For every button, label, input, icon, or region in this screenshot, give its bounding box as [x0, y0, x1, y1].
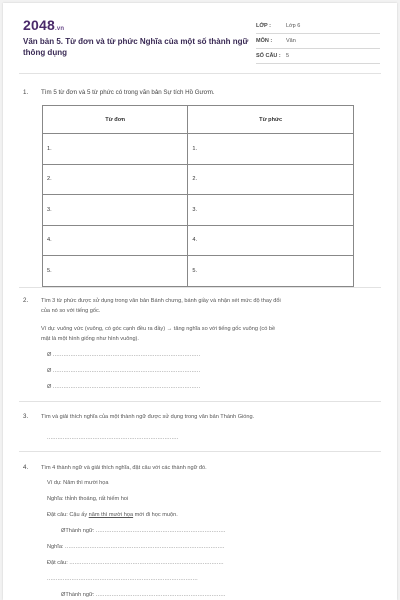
document-title: Văn bản 5. Từ đơn và từ phức Nghĩa của một số thành ngữ thông dụng	[23, 37, 249, 57]
example-text: mặt là một hình giống như hình vuông).	[41, 336, 139, 342]
answer-dots: ..........................................................................	[95, 592, 226, 598]
table-cell[interactable]: 3.	[43, 195, 188, 226]
bullet-icon: Ø	[47, 384, 52, 390]
answer-line-idiom[interactable]	[61, 591, 226, 599]
field-label: Nghĩa:	[47, 544, 66, 550]
question-text: của nó so với tiếng gốc.	[41, 308, 101, 314]
table-row	[43, 164, 354, 195]
question-3	[23, 413, 43, 421]
question-text: Tìm và giải thích nghĩa của một thành ngữ được sử dụng trong văn bản Thánh Gióng.	[41, 414, 255, 420]
answer-dots: ..........................................................................	[95, 528, 226, 534]
table-row	[43, 134, 354, 165]
table-cell[interactable]: 2.	[188, 164, 354, 195]
question-text: Tìm 4 thành ngữ và giải thích nghĩa, đặt câu với các thành ngữ đó.	[41, 465, 207, 471]
meta-row-class	[256, 19, 380, 34]
table-cell[interactable]: 4.	[43, 225, 188, 256]
answer-line[interactable]	[47, 383, 200, 391]
question-number: 4.	[23, 464, 29, 471]
answer-dots[interactable]: ...........................................................................	[47, 435, 179, 441]
meta-key: LỚP :	[256, 23, 271, 29]
divider	[19, 287, 381, 288]
sentence-idiom: năm thì mười họa	[88, 512, 134, 518]
bullet-icon: Ø	[47, 352, 52, 358]
example-text: Ví dụ: vuông vức (vuông, có góc cạnh đều ra đầy) → tăng nghĩa so với tiếng gốc vuông (có bề	[41, 326, 276, 332]
meta-key: MÔN :	[256, 38, 273, 44]
worksheet-page	[3, 3, 397, 600]
sentence-text: mới đi học muộn.	[133, 512, 178, 518]
answer-dots[interactable]: ......................................................................................	[47, 576, 198, 582]
example-sentence	[47, 511, 178, 519]
logo-tld: .vn	[54, 26, 65, 32]
answer-dots: ........................................................................................	[69, 560, 224, 566]
table-row	[43, 195, 354, 226]
field-label: Đặt câu:	[47, 560, 70, 566]
meta-key: SỐ CÂU :	[256, 53, 281, 59]
divider	[19, 73, 381, 74]
divider	[19, 401, 381, 402]
answer-line[interactable]	[47, 367, 200, 375]
sentence-text: Đặt câu: Cậu ấy	[47, 512, 89, 518]
answer-dots: ....................................................................................	[52, 368, 201, 374]
answer-line-idiom[interactable]	[61, 527, 226, 535]
table-cell[interactable]: 1.	[188, 134, 354, 165]
question-number: 1.	[23, 89, 29, 96]
site-logo[interactable]	[23, 17, 64, 33]
table-cell[interactable]: 1.	[43, 134, 188, 165]
table-cell[interactable]: 2.	[43, 164, 188, 195]
divider	[19, 451, 381, 452]
question-number: 3.	[23, 413, 29, 420]
meta-row-subject	[256, 34, 380, 49]
answer-line-sentence[interactable]	[47, 559, 224, 567]
table-cell[interactable]: 5.	[43, 256, 188, 287]
answer-line-meaning[interactable]	[47, 543, 225, 551]
meta-value: Lớp 6	[286, 23, 301, 29]
table-row	[43, 256, 354, 287]
column-header-single-words: Từ đơn	[43, 106, 188, 134]
example-idiom: Ví dụ: Năm thì mười họa	[47, 480, 109, 486]
answer-dots: ...........................................................................................	[65, 544, 225, 550]
question-2	[23, 297, 43, 305]
logo-text: 2048	[23, 17, 55, 33]
answer-dots: ....................................................................................	[52, 352, 201, 358]
table-cell[interactable]: 3.	[188, 195, 354, 226]
meta-row-count	[256, 49, 380, 64]
column-header-compound-words: Từ phức	[188, 106, 354, 134]
question-text: Tìm 3 từ phức được sử dụng trong văn bản Bánh chưng, bánh giầy và nhận xét mức độ thay đổi	[41, 298, 281, 304]
meta-value: Văn	[286, 38, 296, 44]
answer-dots: ....................................................................................	[52, 384, 201, 390]
answer-line[interactable]	[47, 351, 200, 359]
example-meaning: Nghĩa: thỉnh thoảng, rất hiếm hoi	[47, 496, 129, 502]
table-row	[43, 225, 354, 256]
answer-table	[42, 105, 354, 287]
question-number: 2.	[23, 297, 29, 304]
table-cell[interactable]: 5.	[188, 256, 354, 287]
meta-value: 5	[286, 53, 290, 59]
table-cell[interactable]: 4.	[188, 225, 354, 256]
question-text: Tìm 5 từ đơn và 5 từ phức có trong văn bản Sự tích Hồ Gươm.	[41, 89, 215, 96]
field-label: ØThành ngữ:	[61, 592, 96, 598]
bullet-icon: Ø	[47, 368, 52, 374]
meta-box	[256, 19, 380, 64]
question-1	[23, 89, 215, 97]
field-label: ØThành ngữ:	[61, 528, 96, 534]
question-4	[23, 464, 43, 472]
